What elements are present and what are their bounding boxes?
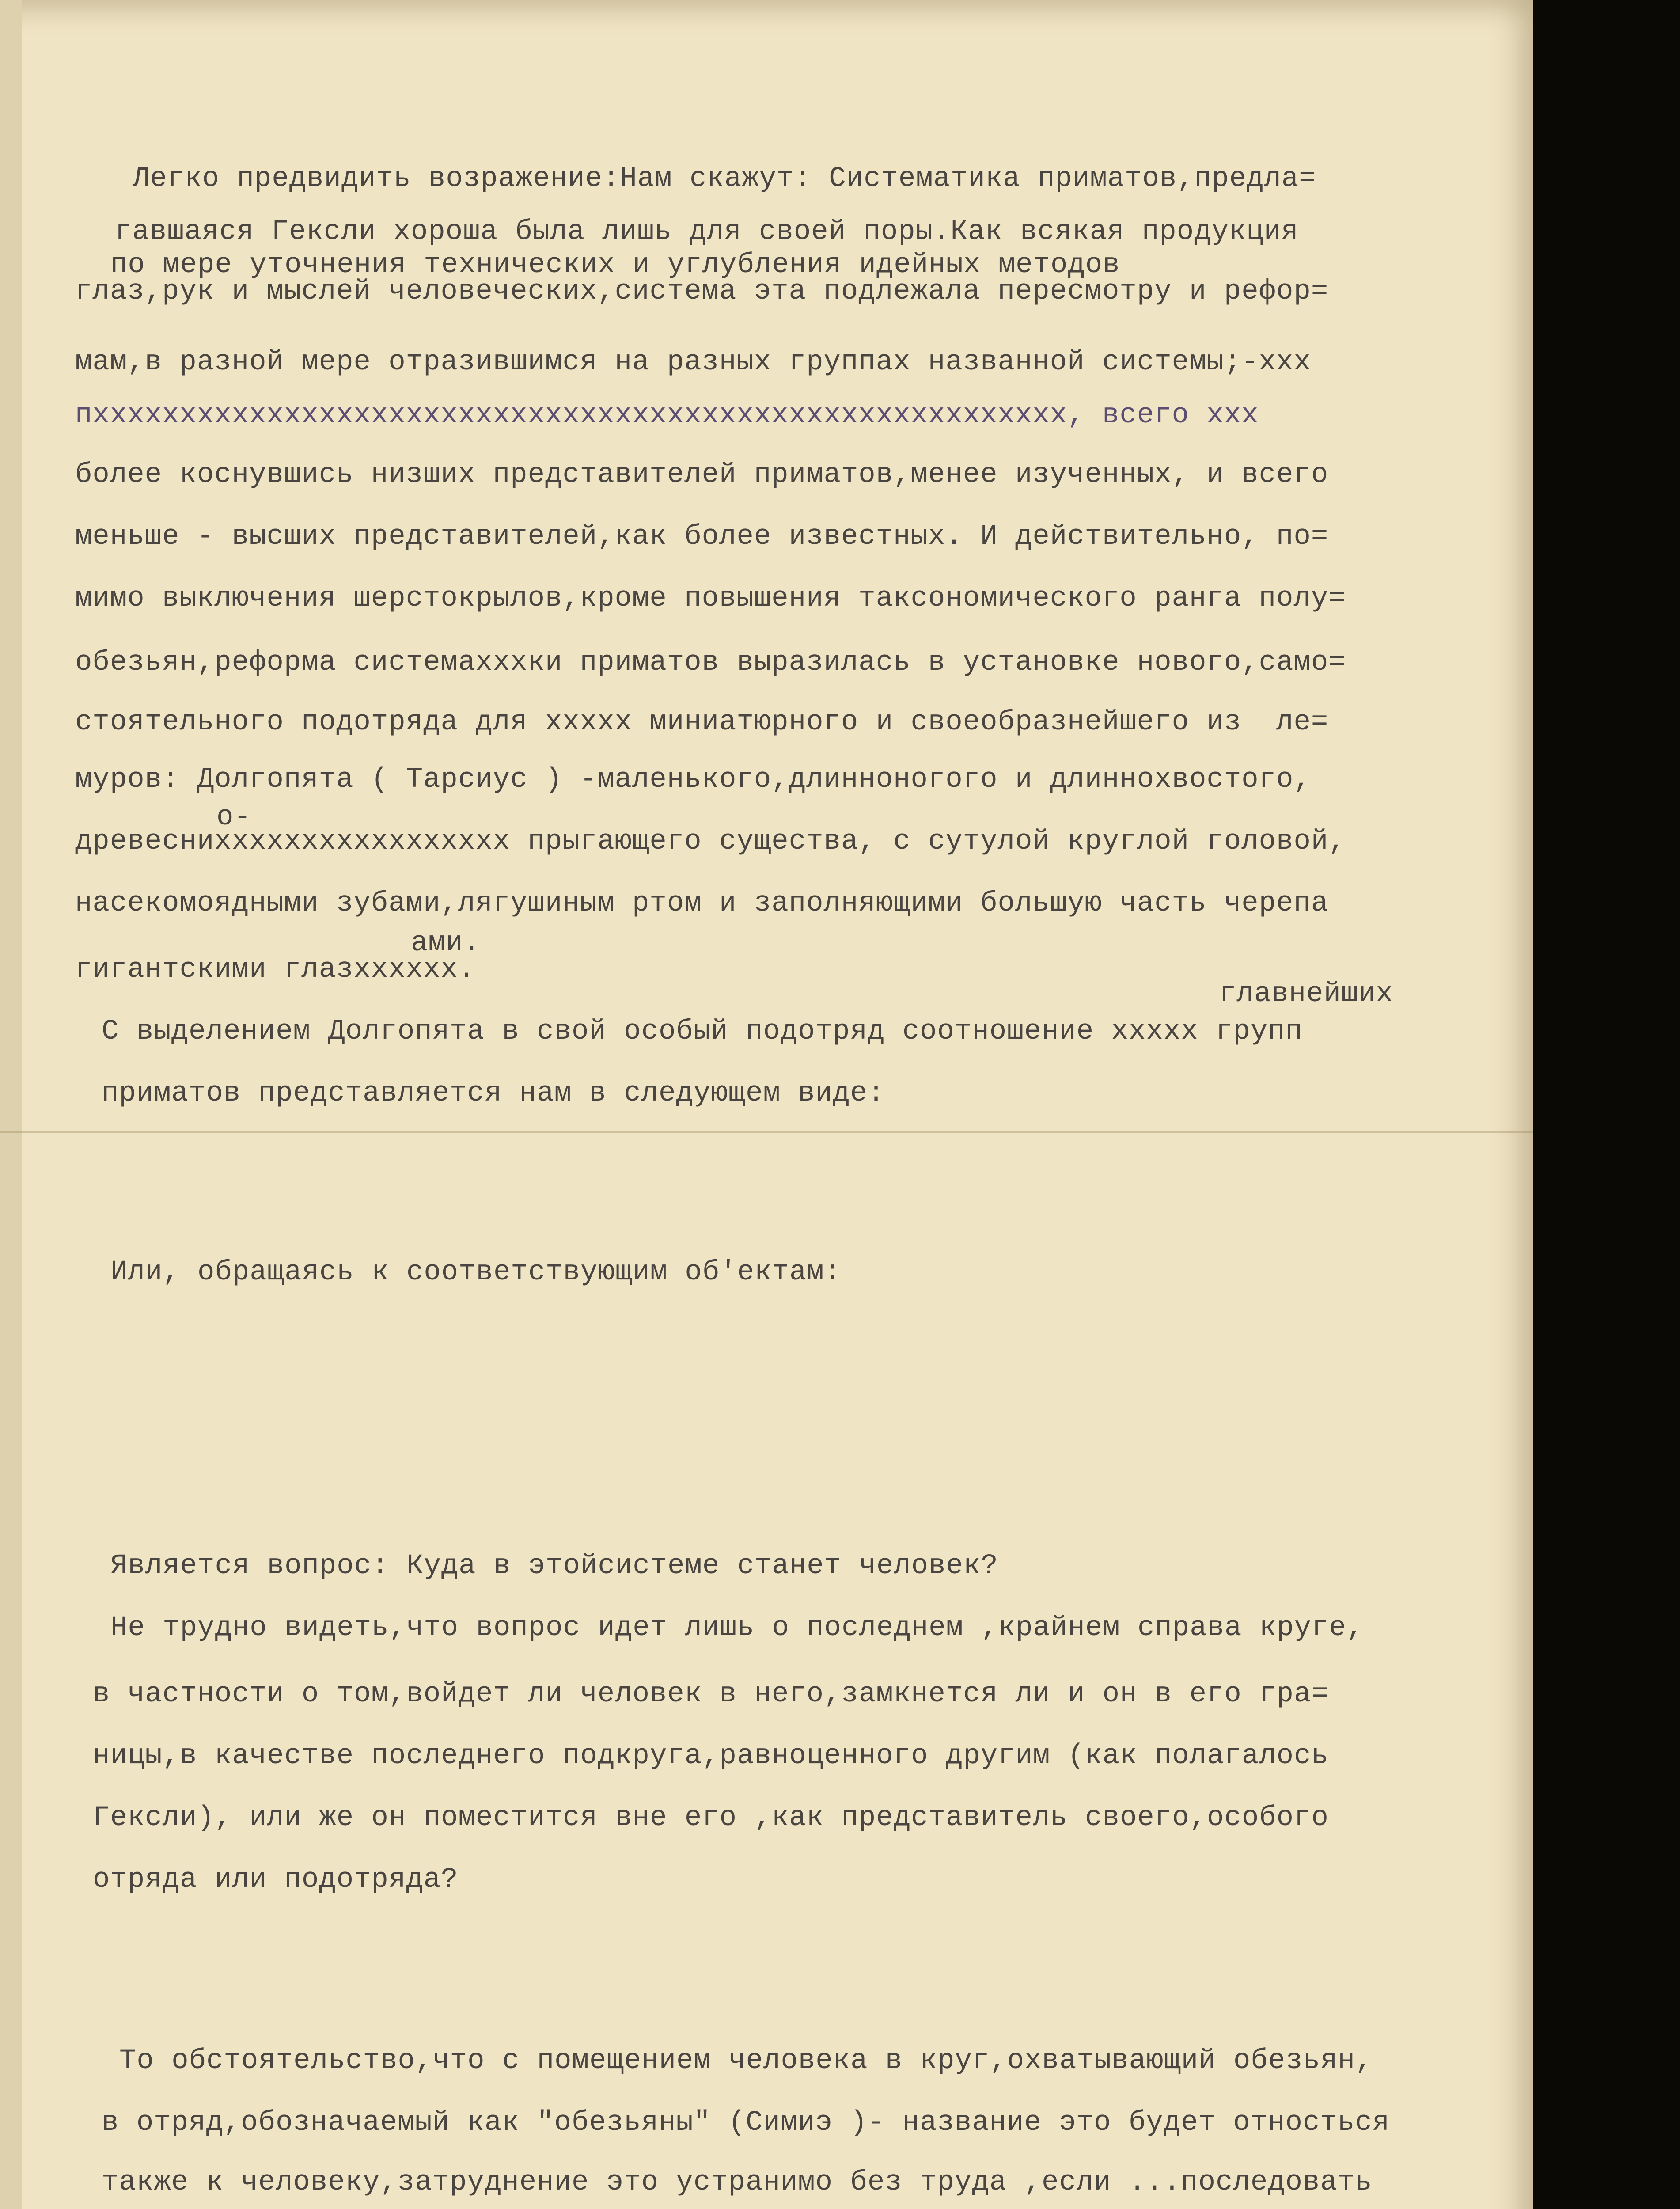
text-line: мам,в разной мере отразившимся на разных группах названной системы;-xxx <box>75 346 1311 378</box>
text-line: стоятельного подотряда для xxxxx миниатюрного и своеобразнейшего из ле= <box>75 706 1329 738</box>
text-line: отряда или подотряда? <box>93 1864 459 1896</box>
text-line: также к человеку,затруднение это устранимо без труда ,если ...последовать <box>102 2167 1373 2198</box>
text-line: меньше - высших представителей,как более известных. И действительно, по= <box>75 521 1329 553</box>
text-line: в частности о том,войдет ли человек в него,замкнется ли и он в его гра= <box>93 1678 1329 1710</box>
text-line: древесниxxxxxxxxxxxxxxxxx прыгающего существа, с сутулой круглой головой, <box>75 826 1346 858</box>
text-line: глаз,рук и мыслей человеческих,система эта подлежала пересмотру и рефор= <box>75 276 1329 307</box>
text-line: Является вопрос: Куда в этойсистеме станет человек? <box>110 1550 998 1582</box>
text-line: более коснувшись низших представителей приматов,менее изученных, и всего <box>75 459 1329 491</box>
text-line: гигантскими глазxxxxxx. <box>75 954 476 986</box>
text-line: обезьян,реформа системаxxxки приматов выразилась в установке нового,само= <box>75 647 1346 679</box>
text-line: насекомоядными зубами,лягушиным ртом и заполняющими большую часть черепа <box>75 888 1329 919</box>
text-line: гавшаяся Гексли хороша была лишь для своей поры.Как всякая продукция <box>115 216 1299 248</box>
text-line: Не трудно видеть,что вопрос идет лишь о последнем ,крайнем справа круге, <box>110 1612 1364 1644</box>
paper-fold <box>0 1131 1533 1133</box>
text-line: приматов представляется нам в следующем виде: <box>102 1078 885 1109</box>
paper-margin <box>0 0 22 2209</box>
text-line: С выделением Долгопята в свой особый подотряд соотношение xxxxx групп <box>102 1016 1303 1048</box>
text-line: муров: Долгопята ( Тарсиус ) -маленького,длинноногого и длиннохвостого, <box>75 764 1311 796</box>
text-line: Гексли), или же он поместится вне его ,как представитель своего,особого <box>93 1802 1329 1834</box>
text-line: Или, обращаясь к соответствующим об'ектам: <box>110 1256 842 1288</box>
text-line-insertion: о- <box>216 801 251 833</box>
text-line-struck: пхxxxxxxxxxxxxxxxxxxxxxxxxxxxxxxxxxxxxxxxxxxxxxxxxxxxxxxх, всего xxx <box>75 399 1259 431</box>
text-line: мимо выключения шерстокрылов,кроме повышения таксономического ранга полу= <box>75 583 1346 615</box>
text-line-insertion: по мере уточнения технических и углубления идейных методов <box>110 249 1120 281</box>
text-line: То обстоятельство,что с помещением человека в круг,охватывающий обезьян, <box>119 2045 1373 2077</box>
text-line: в отряд,обозначаемый как "обезьяны" (Симиэ )- название это будет относться <box>102 2107 1390 2139</box>
text-line-insertion: ами. <box>411 927 481 959</box>
text-line-insertion: главнейших <box>1219 978 1394 1010</box>
text-line: ницы,в качестве последнего подкруга,равноценного другим (как полагалось <box>93 1740 1329 1772</box>
text-line: Легко предвидить возражение:Нам скажут: Систематика приматов,предла= <box>133 163 1316 195</box>
